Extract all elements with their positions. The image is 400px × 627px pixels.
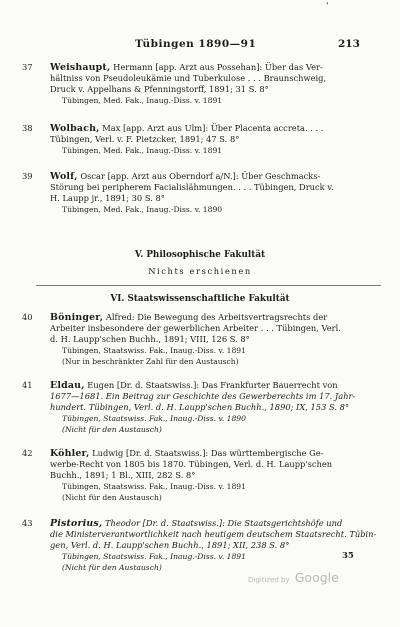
page-number: 213 [338, 38, 360, 50]
section-heading: VI. Staatswissenschaftliche Fakultät [110, 294, 290, 304]
section-heading: V. Philosophische Fakultät [134, 250, 266, 260]
title-text: hältniss von Pseudoleukämie und Tuberkulose . . . Braunschweig, [50, 73, 327, 83]
title-text: Alfred: Die Bewegung des Arbeitsvertragsrechts der [105, 312, 328, 322]
title-text: werbe-Recht von 1805 bis 1870. Tübingen, Verl. d. H. Laupp'schen [50, 459, 333, 469]
exchange-note: (Nur in beschränkter Zahl für den Austausch) [62, 357, 239, 366]
entry-number: 39 [22, 171, 33, 181]
imprint-text: Druck v. Appelhans & Pfenningstorff, 1891; 31 S. 8° [50, 84, 269, 94]
exchange-note: (Nicht für den Austausch) [62, 425, 162, 434]
imprint-text: d. H. Laupp'schen Buchh., 1891; VIII, 126 S. 8° [50, 334, 250, 344]
title-text: die Ministerverantwortlichkeit nach heutigem deutschem Staatsrecht. Tübin- [50, 529, 377, 539]
imprint-text: hundert. Tübingen, Verl. d. H. Laupp'schen Buchh., 1890; IX, 153 S. 8° [50, 402, 350, 412]
exchange-note: (Nicht für den Austausch) [62, 493, 162, 502]
imprint-text: gen, Verl. d. H. Laupp'schen Buchh., 1891; XII, 238 S. 8° [50, 540, 290, 550]
title-text: Eugen [Dr. d. Staatswiss.]: Das Frankfurter Bauerrecht von [87, 380, 338, 390]
author-name: Pistorius, [50, 518, 103, 529]
title-text: Oscar [app. Arzt aus Oberndorf a/N.]: Über Geschmacks- [80, 171, 321, 181]
title-text: 1677—1681. Ein Beitrag zur Geschichte des Gewerberechts im 17. Jahr- [50, 391, 356, 401]
divider [36, 285, 381, 286]
exchange-note: (Nicht für den Austausch) [62, 563, 162, 572]
author-name: Wolf, [50, 171, 78, 182]
section-note: Nichts erschienen [148, 266, 252, 276]
author-name: Böninger, [50, 312, 104, 323]
author-name: Wolbach, [50, 123, 100, 134]
entry-number: 40 [22, 312, 33, 322]
watermark-prefix: Digitized by [248, 576, 290, 584]
google-watermark [248, 567, 339, 586]
entry-number: 42 [22, 448, 33, 458]
dissertation-note: Tübingen, Med. Fak., Inaug.-Diss. v. 1891 [62, 146, 223, 155]
dissertation-note: Tübingen, Staatswiss. Fak., Inaug.-Diss. v. 1891 [62, 346, 246, 355]
title-text: Arbeiter insbesondere der gewerblichen Arbeiter . . . Tübingen, Verl. [50, 323, 341, 333]
dissertation-note: Tübingen, Med. Fak., Inaug.-Diss. v. 1891 [62, 96, 223, 105]
author-name: Köhler, [50, 448, 90, 459]
running-header [0, 38, 400, 52]
title-text: Ludwig [Dr. d. Staatswiss.]: Das württembergische Ge- [92, 448, 324, 458]
watermark-logo: Google [294, 570, 339, 585]
header-title: Tübingen 1890—91 [135, 38, 257, 50]
title-text: Störung bei peripherem Facialislähmungen. . . . Tübingen, Druck v. [50, 182, 334, 192]
entry-number: 38 [22, 123, 33, 133]
title-text: Theodor [Dr. d. Staatswiss.]: Die Staatsgerichtshöfe und [104, 518, 343, 528]
dissertation-note: Tübingen, Med. Fak., Inaug.-Diss. v. 1890 [62, 205, 223, 214]
entry-number: 43 [22, 518, 33, 528]
dissertation-note: Tübingen, Staatswiss. Fak., Inaug.-Diss. v. 1890 [62, 414, 246, 423]
imprint-text: Buchh., 1891; 1 Bl., XIII, 282 S. 8° [50, 470, 196, 480]
dissertation-note: Tübingen, Staatswiss. Fak., Inaug.-Diss. v. 1891 [62, 482, 246, 491]
author-name: Eldau, [50, 380, 85, 391]
title-text: Max [app. Arzt aus Ulm]: Über Placenta accreta. . . . [102, 123, 324, 133]
author-name: Weishaupt, [50, 62, 111, 73]
signature-mark: 35 [342, 551, 354, 561]
imprint-text: Tübingen, Verl. v. F. Pietzcker, 1891; 47 S. 8° [50, 134, 240, 144]
title-text: Hermann [app. Arzt aus Possehan]: Über das Ver- [113, 62, 323, 72]
entry-number: 37 [22, 62, 33, 72]
top-mark: ' [326, 2, 329, 12]
entry-number: 41 [22, 380, 33, 390]
imprint-text: H. Laupp jr., 1891; 30 S. 8° [50, 193, 165, 203]
dissertation-note: Tübingen, Staatswiss. Fak., Inaug.-Diss. v. 1891 [62, 552, 246, 561]
